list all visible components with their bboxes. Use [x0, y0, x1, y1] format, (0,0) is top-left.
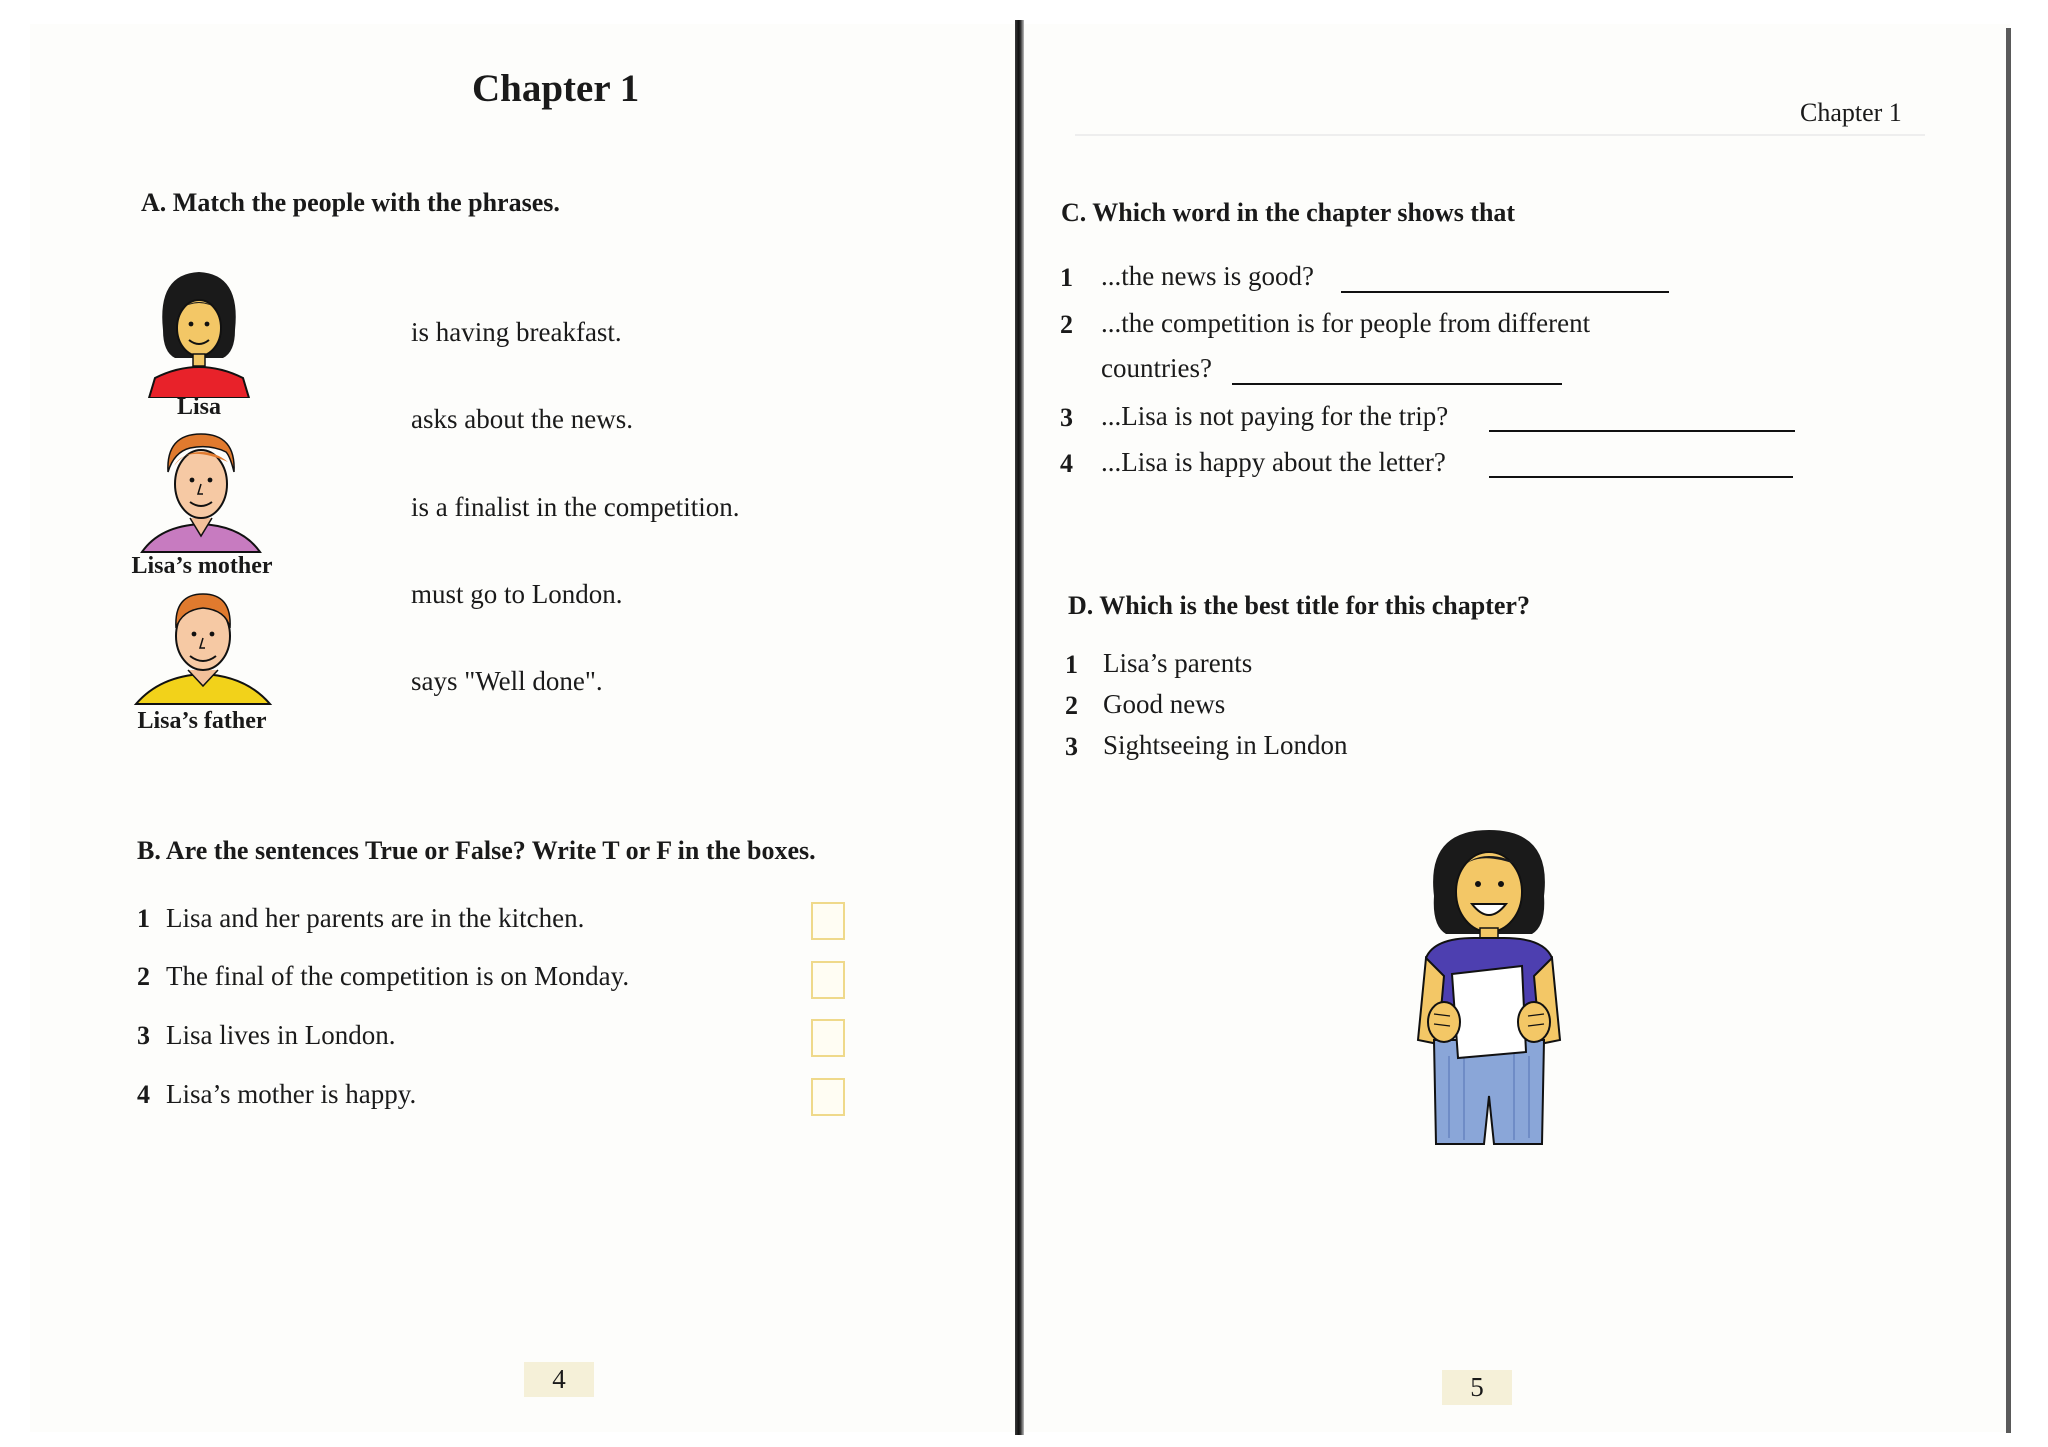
- lisa-holding-letter-illustration: [1414, 826, 1564, 1146]
- tf-statement: Lisa and her parents are in the kitchen.: [166, 903, 585, 933]
- lisa-caption: Lisa: [176, 394, 221, 420]
- answer-line[interactable]: [1232, 383, 1562, 385]
- question-text: ...Lisa is happy about the letter?: [1101, 447, 1446, 477]
- option-number: 1: [1065, 650, 1078, 679]
- title-option: Lisa’s parents: [1103, 648, 1253, 678]
- section-b-heading: B. Are the sentences True or False? Write T or F in the boxes.: [137, 836, 816, 865]
- item-number: 4: [1060, 449, 1073, 478]
- book-spine: [1015, 20, 1024, 1435]
- item-number: 2: [1060, 310, 1073, 339]
- item-number: 1: [137, 904, 150, 933]
- question-text: ...Lisa is not paying for the trip?: [1101, 401, 1449, 431]
- chapter-title: Chapter 1: [472, 67, 640, 110]
- tf-answer-box[interactable]: [811, 961, 845, 999]
- running-header: Chapter 1: [1800, 98, 1902, 127]
- section-d-heading: D. Which is the best title for this chapter?: [1068, 591, 1530, 620]
- phrase-item: is a finalist in the competition.: [411, 492, 740, 522]
- page-number: 4: [524, 1362, 594, 1397]
- mother-portrait-icon: [130, 426, 272, 556]
- item-number: 4: [137, 1080, 150, 1109]
- phrase-item: asks about the news.: [411, 404, 633, 434]
- header-rule: [1075, 134, 1925, 136]
- answer-line[interactable]: [1489, 476, 1793, 478]
- option-number: 2: [1065, 691, 1078, 720]
- section-a-heading: A. Match the people with the phrases.: [141, 188, 560, 217]
- answer-line[interactable]: [1341, 291, 1669, 293]
- question-text: ...the news is good?: [1101, 261, 1314, 291]
- right-page: [1024, 24, 2010, 1432]
- title-option: Good news: [1103, 689, 1226, 719]
- item-number: 2: [137, 962, 150, 991]
- section-c-heading: C. Which word in the chapter shows that: [1061, 198, 1516, 227]
- question-continuation: countries?: [1101, 353, 1212, 383]
- phrase-item: says "Well done".: [411, 666, 603, 696]
- page-edge: [2006, 28, 2011, 1433]
- answer-line[interactable]: [1489, 430, 1795, 432]
- tf-statement: The final of the competition is on Monday.: [166, 961, 630, 991]
- page-number: 5: [1442, 1370, 1512, 1405]
- question-text: ...the competition is for people from different: [1101, 308, 1591, 338]
- tf-answer-box[interactable]: [811, 1078, 845, 1116]
- item-number: 3: [137, 1021, 150, 1050]
- phrase-item: must go to London.: [411, 579, 623, 609]
- phrase-item: is having breakfast.: [411, 317, 622, 347]
- tf-answer-box[interactable]: [811, 902, 845, 940]
- tf-answer-box[interactable]: [811, 1019, 845, 1057]
- father-caption: Lisa’s father: [137, 708, 267, 734]
- tf-statement: Lisa lives in London.: [166, 1020, 396, 1050]
- option-number: 3: [1065, 732, 1078, 761]
- tf-statement: Lisa’s mother is happy.: [166, 1079, 417, 1109]
- mother-caption: Lisa’s mother: [131, 553, 273, 579]
- lisa-portrait-icon: [143, 268, 255, 398]
- title-option: Sightseeing in London: [1103, 730, 1348, 760]
- item-number: 1: [1060, 263, 1073, 292]
- father-portrait-icon: [130, 582, 276, 708]
- item-number: 3: [1060, 403, 1073, 432]
